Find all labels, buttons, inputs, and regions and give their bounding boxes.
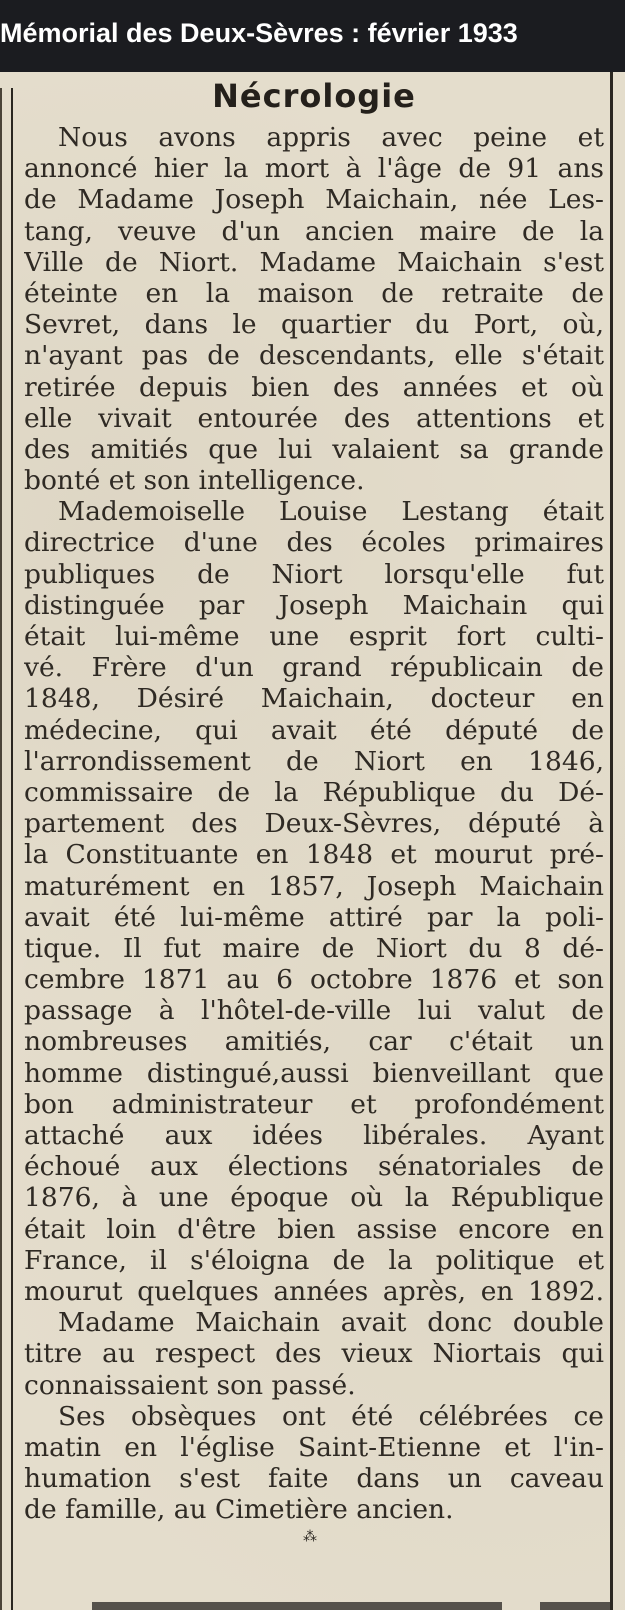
text-line: directrice d'une des écoles primaires [24,527,604,559]
text-line: France, il s'éloigna de la politique et [24,1244,604,1276]
scroll-indicator-bar [92,1602,502,1610]
text-line: éteinte en la maison de retraite de [24,277,604,309]
column-rule-right [610,72,613,1610]
text-line: Ses obsèques ont été célébrées ce [58,1400,604,1432]
text-line: bon administrateur et profondément [24,1088,604,1120]
page-title: Mémorial des Deux-Sèvres : février 1933 [0,18,518,48]
text-line: de Madame Joseph Maichain, née Les- [24,184,604,216]
obituary-article [24,72,604,1610]
text-line: bonté et son intelligence. [24,465,365,497]
text-line: avait été lui-même attiré par la poli- [24,901,604,933]
text-line: l'arrondissement de Niort en 1846, [24,745,604,777]
column-rule-left [11,88,13,1610]
article-body [24,122,604,1525]
text-line: passage à l'hôtel-de-ville lui valut de [24,995,604,1027]
text-line: commissaire de la République du Dé- [24,776,604,808]
text-line: Sevret, dans le quartier du Port, où, [24,309,604,341]
text-line: des amitiés que lui valaient sa grande [24,433,604,465]
text-line: connaissaient son passé. [24,1369,356,1401]
text-line: Ville de Niort. Madame Maichain s'est [24,246,604,278]
text-line: la Constituante en 1848 et mourut pré- [24,839,604,871]
text-line: attaché aux idées libérales. Ayant [24,1120,604,1151]
text-line: elle vivait entourée des attentions et [24,402,604,434]
text-line: tique. Il fut maire de Niort du 8 dé- [24,932,604,964]
text-line: vé. Frère d'un grand républicain de [24,652,604,684]
text-line: Madame Maichain avait donc double [58,1307,604,1339]
text-line: publiques de Niort lorsqu'elle fut [24,558,604,590]
text-line: cembre 1871 au 6 octobre 1876 et son [24,964,604,996]
page-header-bar [0,0,625,72]
text-line: matin en l'église Saint-Etienne et l'in- [24,1431,604,1463]
asterism-separator: ⁂ [303,1529,317,1545]
text-line: retirée depuis bien des années et où [24,371,604,403]
text-line: n'ayant pas de descendants, elle s'était [24,340,604,372]
text-line: distinguée par Joseph Maichain qui [24,589,604,621]
article-headline: Nécrologie [212,77,416,115]
text-line: partement des Deux-Sèvres, député à [24,808,604,840]
column-rule-outer-left [0,88,2,1610]
text-line: mourut quelques années après, en 1892. [24,1275,604,1307]
text-line: 1876, à une époque où la République [24,1182,604,1214]
text-line: Nous avons appris avec peine et [58,122,604,153]
text-line: nombreuses amitiés, car c'était un [24,1026,604,1058]
text-line: annoncé hier la mort à l'âge de 91 ans [24,153,604,185]
text-line: tang, veuve d'un ancien maire de la [24,215,604,247]
text-line: était loin d'être bien assise encore en [24,1213,604,1245]
scroll-indicator-bar-secondary [540,1602,610,1610]
text-line: 1848, Désiré Maichain, docteur en [24,683,604,715]
text-line: homme distingué,aussi bienveillant que [24,1057,604,1089]
text-line: maturément en 1857, Joseph Maichain [24,870,604,902]
text-line: humation s'est faite dans un caveau [24,1463,604,1495]
text-line: titre au respect des vieux Niortais qui [24,1338,604,1370]
text-line: était lui-même une esprit fort culti- [24,621,604,652]
text-line: échoué aux élections sénatoriales de [24,1151,604,1183]
text-line: de famille, au Cimetière ancien. [24,1494,454,1526]
newspaper-clipping [0,72,625,1610]
text-line: Mademoiselle Louise Lestang était [58,496,604,528]
text-line: médecine, qui avait été député de [24,714,604,746]
